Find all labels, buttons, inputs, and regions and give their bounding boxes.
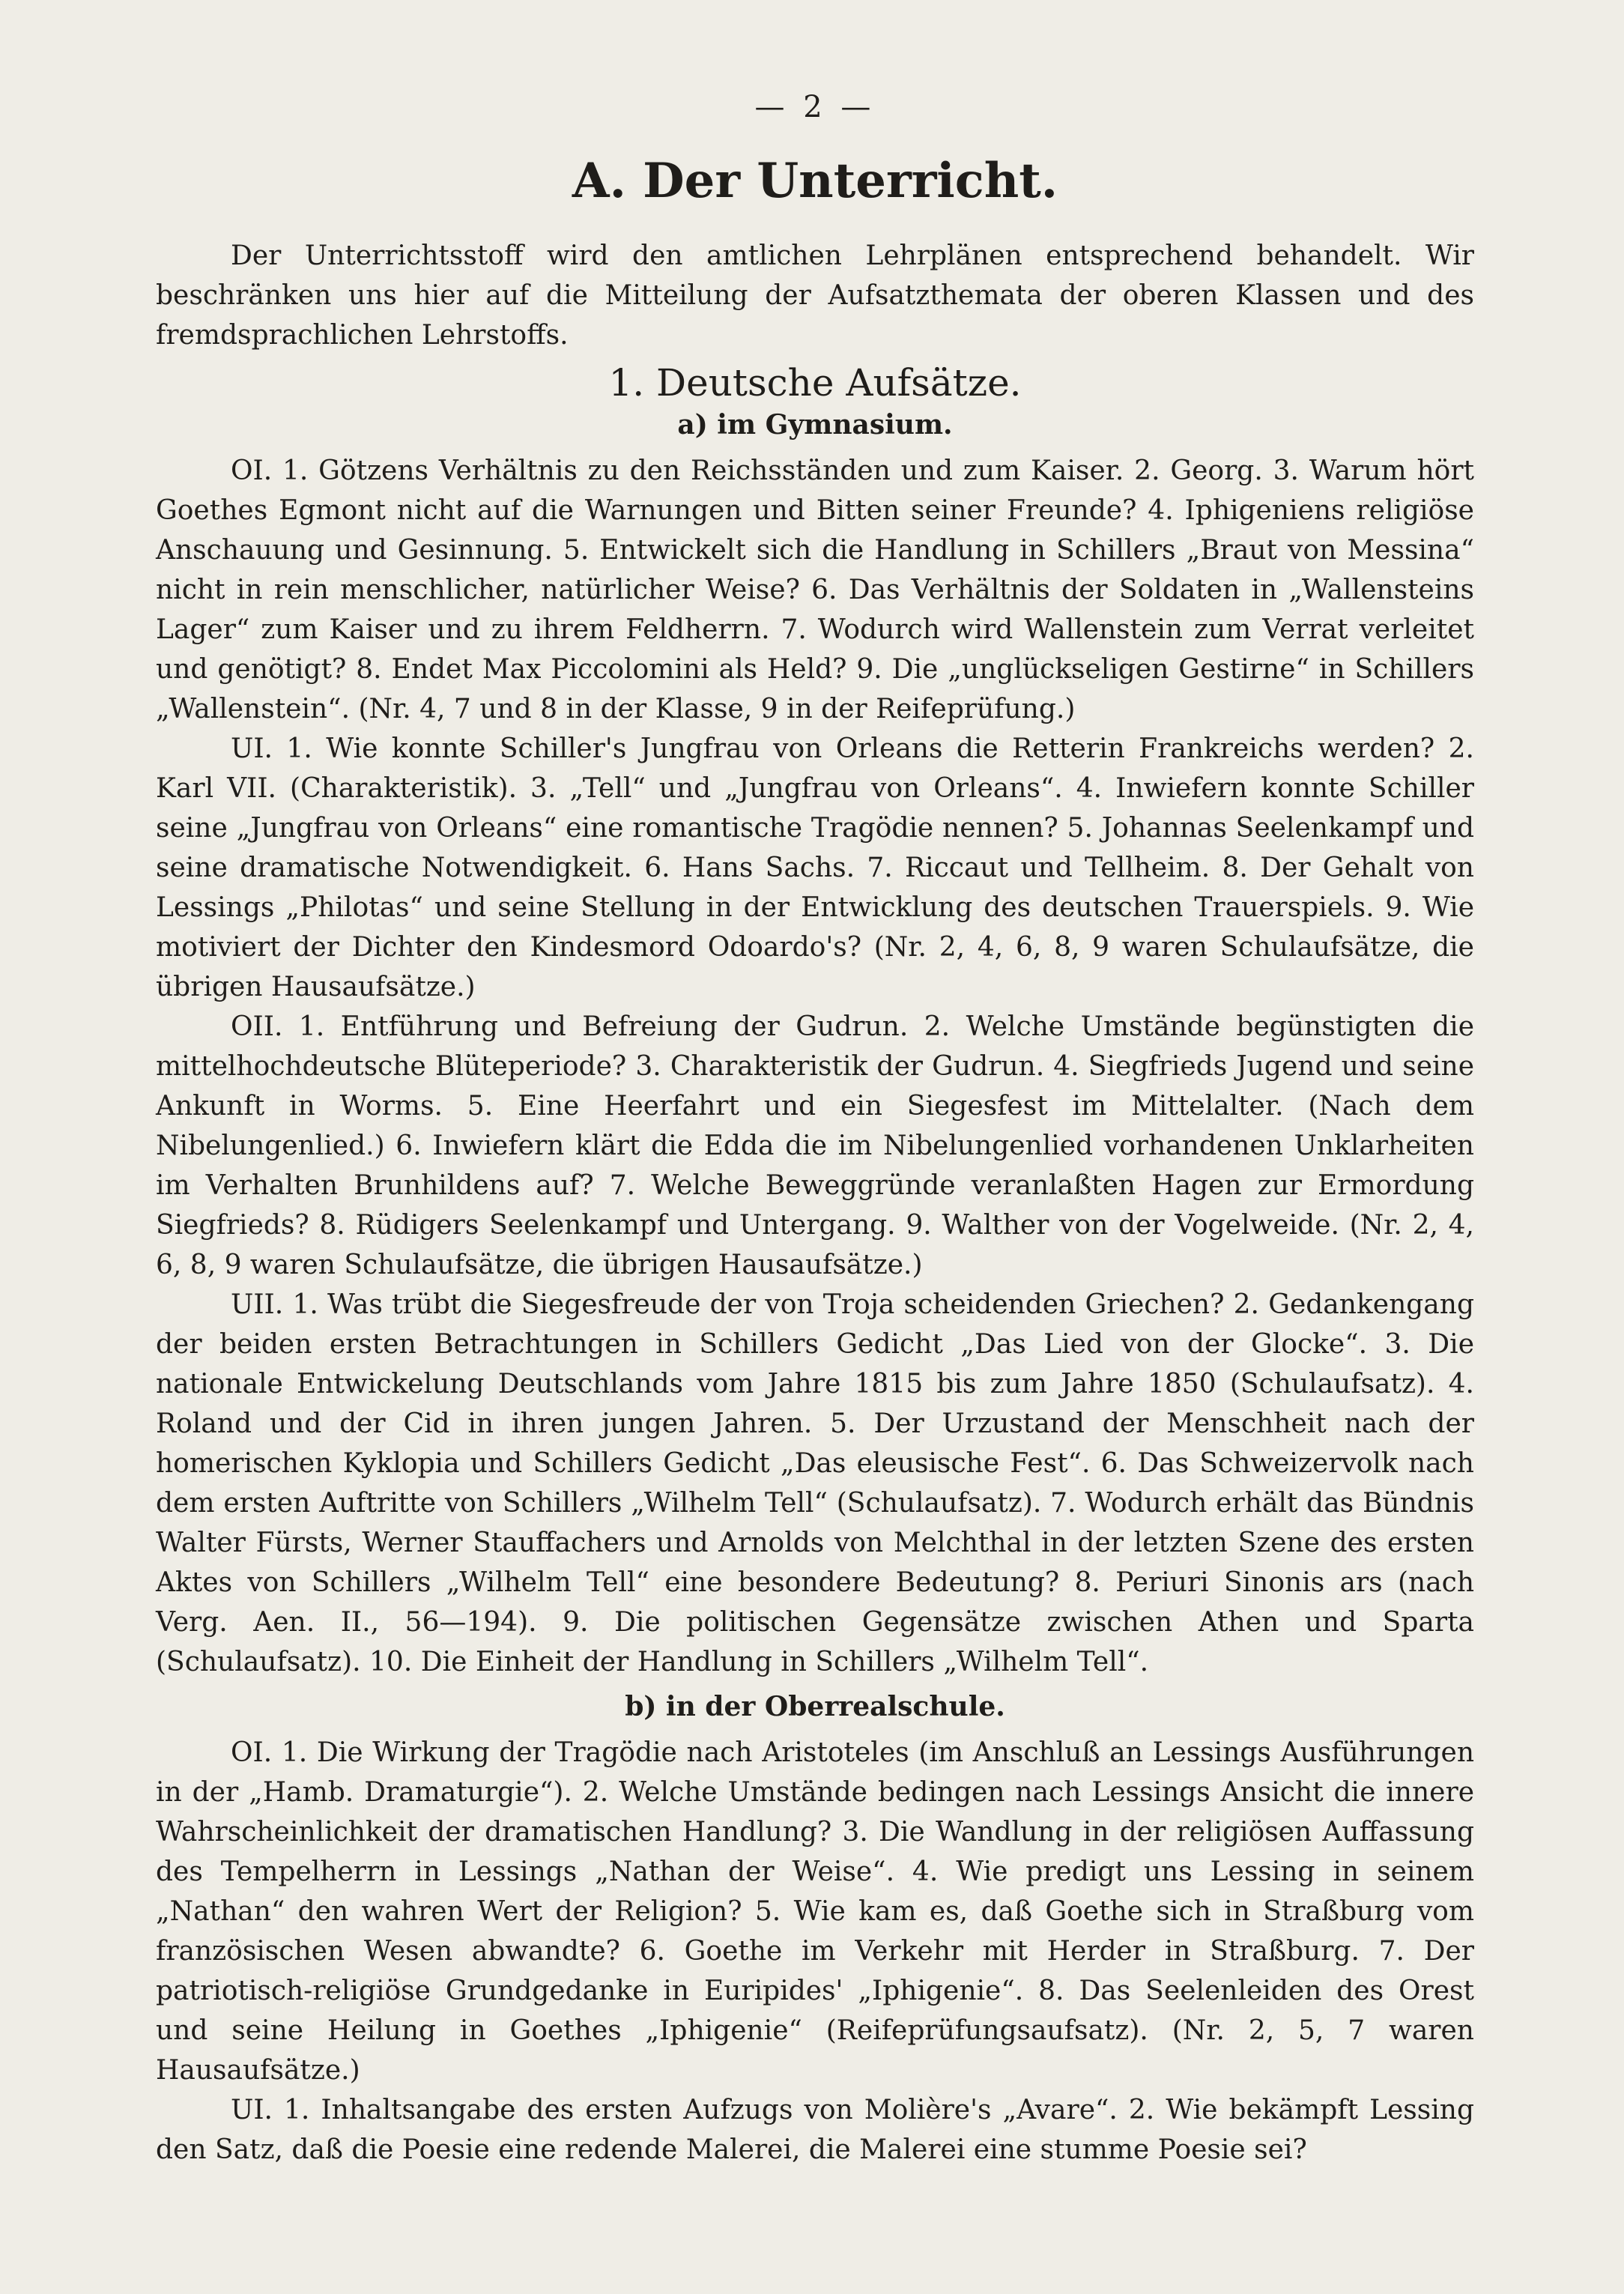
page-number: — 2 — — [754, 90, 876, 124]
section-heading: 1. Deutsche Aufsätze. — [608, 361, 1022, 405]
gymnasium-heading: a) im Gymnasium. — [677, 409, 953, 441]
paragraph-oii: OII. 1. Entführung und Befreiung der Gudrun. 2. Welche Umstände begünstigten die mittelhochdeutsche Blüteperiode? 3. Charakteristik der Gudrun. 4. Siegfrieds Jugend und seine Ankunft in Worms. 5. Eine Heerfahrt und ein Siegesfest im Mittelalter. (Nach dem Nibelungenlied.) 6. Inwiefern klärt die Edda die im Nibelungenlied vorhandenen Unklarheiten im Verhalten Brunhildens auf? 7. Welche Beweggründe veranlaßten Hagen zur Ermordung Siegfrieds? 8. Rüdigers Seelenkampf und Untergang. 9. Walther von der Vogelweide. (Nr. 2, 4, 6, 8, 9 waren Schulaufsätze, die übrigen Hausaufsätze.) — [156, 1011, 1474, 1280]
paragraph-oi: OI. 1. Götzens Verhältnis zu den Reichsständen und zum Kaiser. 2. Georg. 3. Warum hört Goethes Egmont nicht auf die Warnungen und Bitten seiner Freunde? 4. Iphigeniens religiöse Anschauung und Gesinnung. 5. Entwickelt sich die Handlung in Schillers „Braut von Messina“ nicht in rein menschlicher, natürlicher Weise? 6. Das Verhältnis der Soldaten in „Wallensteins Lager“ zum Kaiser und zu ihrem Feldherrn. 7. Wodurch wird Wallenstein zum Verrat verleitet und genötigt? 8. Endet Max Piccolomini als Held? 9. Die „unglückseligen Gestirne“ in Schillers „Wallenstein“. (Nr. 4, 7 und 8 in der Klasse, 9 in der Reifeprüfung.) — [156, 456, 1474, 724]
chapter-title: A. Der Unterricht. — [572, 153, 1058, 209]
document-page — [156, 90, 1474, 2170]
paragraph-ors-oi: OI. 1. Die Wirkung der Tragödie nach Aristoteles (im Anschluß an Lessings Ausführungen in der „Hamb. Dramaturgie“). 2. Welche Umstände bedingen nach Lessings Ansicht die innere Wahrscheinlichkeit der dramatischen Handlung? 3. Die Wandlung in der religiösen Auffassung des Tempelherrn in Lessings „Nathan der Weise“. 4. Wie predigt uns Lessing in seinem „Nathan“ den wahren Wert der Religion? 5. Wie kam es, daß Goethe sich in Straßburg vom französischen Wesen abwandte? 6. Goethe im Verkehr mit Herder in Straßburg. 7. Der patriotisch-religiöse Grundgedanke in Euripides' „Iphigenie“. 8. Das Seelenleiden des Orest und seine Heilung in Goethes „Iphigenie“ (Reifeprüfungsaufsatz). (Nr. 2, 5, 7 waren Hausaufsätze.) — [156, 1737, 1474, 2086]
intro-paragraph: Der Unterrichtsstoff wird den amtlichen Lehrplänen entsprechend behandelt. Wir beschränken uns hier auf die Mitteilung der Aufsatzthemata der oberen Klassen und des fremdsprachlichen Lehrstoffs. — [156, 240, 1474, 351]
paragraph-uii: UII. 1. Was trübt die Siegesfreude der von Troja scheidenden Griechen? 2. Gedankengang der beiden ersten Betrachtungen in Schillers Gedicht „Das Lied von der Glocke“. 3. Die nationale Entwickelung Deutschlands vom Jahre 1815 bis zum Jahre 1850 (Schulaufsatz). 4. Roland und der Cid in ihren jungen Jahren. 5. Der Urzustand der Menschheit nach der homerischen Kyklopia und Schillers Gedicht „Das eleusische Fest“. 6. Das Schweizervolk nach dem ersten Auftritte von Schillers „Wilhelm Tell“ (Schulaufsatz). 7. Wodurch erhält das Bündnis Walter Fürsts, Werner Stauffachers und Arnolds von Melchthal in der letzten Szene des ersten Aktes von Schillers „Wilhelm Tell“ eine besondere Bedeutung? 8. Periuri Sinonis ars (nach Verg. Aen. II., 56—194). 9. Die politischen Gegensätze zwischen Athen und Sparta (Schulaufsatz). 10. Die Einheit der Handlung in Schillers „Wilhelm Tell“. — [156, 1289, 1474, 1677]
paragraph-ors-ui: UI. 1. Inhaltsangabe des ersten Aufzugs von Molière's „Avare“. 2. Wie bekämpft Lessing den Satz, daß die Poesie eine redende Malerei, die Malerei eine stumme Poesie sei? — [156, 2095, 1474, 2165]
paragraph-ui: UI. 1. Wie konnte Schiller's Jungfrau von Orleans die Retterin Frankreichs werden? 2. Karl VII. (Charakteristik). 3. „Tell“ und „Jungfrau von Orleans“. 4. Inwiefern konnte Schiller seine „Jungfrau von Orleans“ eine romantische Tragödie nennen? 5. Johannas Seelenkampf und seine dramatische Notwendigkeit. 6. Hans Sachs. 7. Riccaut und Tellheim. 8. Der Gehalt von Lessings „Philotas“ und seine Stellung in der Entwicklung des deutschen Trauerspiels. 9. Wie motiviert der Dichter den Kindesmord Odoardo's? (Nr. 2, 4, 6, 8, 9 waren Schulaufsätze, die übrigen Hausaufsätze.) — [156, 733, 1474, 1002]
oberrealschule-heading: b) in der Oberrealschule. — [625, 1691, 1005, 1722]
